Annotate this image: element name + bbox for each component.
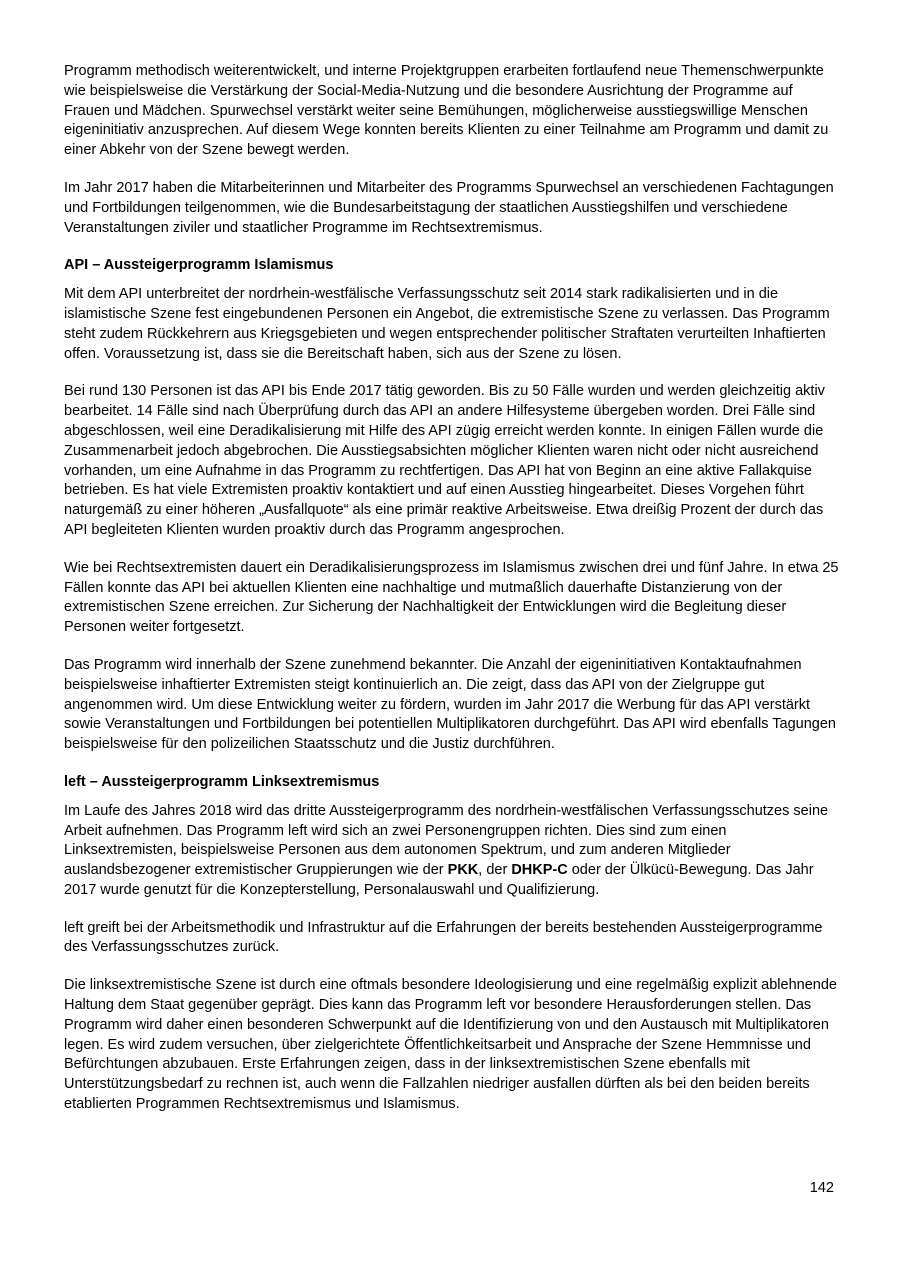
section-heading-left: left – Aussteigerprogramm Linksextremismus xyxy=(64,773,380,790)
bold-term-dhkpc: DHKP-C xyxy=(511,862,568,879)
paragraph-api-cases: Bei rund 130 Personen ist das API bis Ende 2017 tätig geworden. Bis zu 50 Fälle wurden und werden gleichzeitig aktiv bearbeitet. 14 Fälle sind nach Überprüfung durch das API an andere Hilfesysteme übergeben worden. Drei Fälle sind abgeschlossen, weil eine Deradikalisierung mit Hilfe des API zügig erreicht werden konnte. In einigen Fällen wurde die Zusammenarbeit jedoch abgebrochen. Die Ausstiegsabsichten möglicher Klienten waren nicht oder nicht ausreichend vorhanden, um eine Aufnahme in das Programm zu rechtfertigen. Das API hat von Beginn an eine aktive Fallakquise betrieben. Es hat viele Extremisten proaktiv kontaktiert und auf einen Ausstieg hingearbeitet. Dieses Vorgehen führt naturgemäß zu einer höheren „Ausfallquote“ als eine primär reaktive Arbeitsweise. Etwa dreißig Prozent der durch das API begleiteten Klienten wurden proaktiv durch das Programm angesprochen. xyxy=(64,383,825,538)
paragraph-api-outreach: Das Programm wird innerhalb der Szene zunehmend bekannter. Die Anzahl der eigeninitiativen Kontaktaufnahmen beispielsweise inhaftierter Extremisten steigt kontinuierlich an. Die zeigt, dass das API von der Zielgruppe gut angenommen wird. Um diese Entwicklung weiter zu fördern, wurden im Jahr 2017 die Werbung für das API verstärkt sowie Veranstaltungen und Fortbildungen bei potentiellen Multiplikatoren durchgeführt. Das API wird ebenfalls Tagungen beispielsweise für den polizeilichen Staatsschutz und die Justiz durchführen. xyxy=(64,656,836,753)
paragraph-spurwechsel-development: Programm methodisch weiterentwickelt, und interne Projektgruppen erarbeiten fortlaufend neue Themenschwerpunkte wie beispielsweise die Verstärkung der Social-Media-Nutzung und die besondere Ausrichtung der Programme auf Frauen und Mädchen. Spurwechsel verstärkt weiter seine Bemühungen, möglicherweise ausstiegswillige Menschen eigeninitiativ anzusprechen. Auf diesem Wege konnten bereits Klienten zu einer Teilnahme am Programm und damit zu einer Abkehr von der Szene bewegt werden. xyxy=(64,63,829,159)
paragraph-left-methods: left greift bei der Arbeitsmethodik und Infrastruktur auf die Erfahrungen der bereits bestehenden Aussteigerprogramme des Verfassungsschutzes zurück. xyxy=(64,919,823,956)
text-run: , der xyxy=(478,862,512,879)
bold-term-pkk: PKK xyxy=(447,862,479,879)
paragraph-spurwechsel-events: Im Jahr 2017 haben die Mitarbeiterinnen und Mitarbeiter des Programms Spurwechsel an verschiedenen Fachtagungen und Fortbildungen teilgenommen, wie die Bundesarbeitstagung der staatlichen Ausstiegshilfen und verschiedene Veranstaltungen ziviler und staatlicher Programme im Rechtsextremismus. xyxy=(64,179,834,236)
page-number: 142 xyxy=(809,1180,834,1196)
text-run: Im Laufe des Jahres 2018 wird das dritte Aussteigerprogramm des nordrhein-westfälischen Verfassungsschutzes seine Arbeit aufnehmen. Das Programm left wird sich an zwei Personengruppen richten. Dies sind zum einen Linksextremisten, beispielsweise Personen aus dem autonomen Spektrum, und zum anderen Mitglieder auslandsbezogener extremistischer Gruppierungen wie der xyxy=(64,802,829,879)
paragraph-api-intro: Mit dem API unterbreitet der nordrhein-westfälische Verfassungsschutz seit 2014 stark radikalisierten und in die islamistische Szene fest eingebundenen Personen ein Angebot, die extremistische Szene zu verlassen. Das Programm steht zudem Rückkehrern aus Kriegsgebieten und wegen entsprechender politischer Straftaten verurteilten Inhaftierten offen. Voraussetzung ist, dass sie die Bereitschaft haben, sich aus der Szene zu lösen. xyxy=(64,286,830,362)
paragraph-left-intro xyxy=(64,802,840,901)
document-page xyxy=(64,62,840,1133)
text-run: oder der Ülkücü-Bewegung. Das Jahr 2017 wurde genutzt für die Konzepterstellung, Personalauswahl und Qualifizierung. xyxy=(64,862,814,898)
paragraph-left-challenges: Die linksextremistische Szene ist durch eine oftmals besondere Ideologisierung und eine regelmäßig explizit ablehnende Haltung dem Staat gegenüber geprägt. Dies kann das Programm left vor besondere Herausforderungen stellen. Das Programm wird daher einen besonderen Schwerpunkt auf die Identifizierung von und den Austausch mit Multiplikatoren legen. Es wird zudem versuchen, über zielgerichtete Öffentlichkeitsarbeit und Ansprache der Szene Hemmnisse und Befürchtungen abzubauen. Erste Erfahrungen zeigen, dass in der linksextremistischen Szene ebenfalls mit Unterstützungsbedarf zu rechnen ist, auch wenn die Fallzahlen niedriger ausfallen dürften als bei den beiden bereits etablierten Programmen Rechtsextremismus und Islamismus. xyxy=(64,977,837,1113)
section-heading-api: API – Aussteigerprogramm Islamismus xyxy=(64,257,334,274)
paragraph-api-deradicalization: Wie bei Rechtsextremisten dauert ein Deradikalisierungsprozess im Islamismus zwischen drei und fünf Jahre. In etwa 25 Fällen konnte das API bei aktuellen Klienten eine nachhaltige und mutmaßlich dauerhafte Distanzierung von der extremistischen Szene erreichen. Zur Sicherung der Nachhaltigkeit der Entwicklungen wird die Begleitung dieser Personen weiter fortgesetzt. xyxy=(64,559,839,636)
